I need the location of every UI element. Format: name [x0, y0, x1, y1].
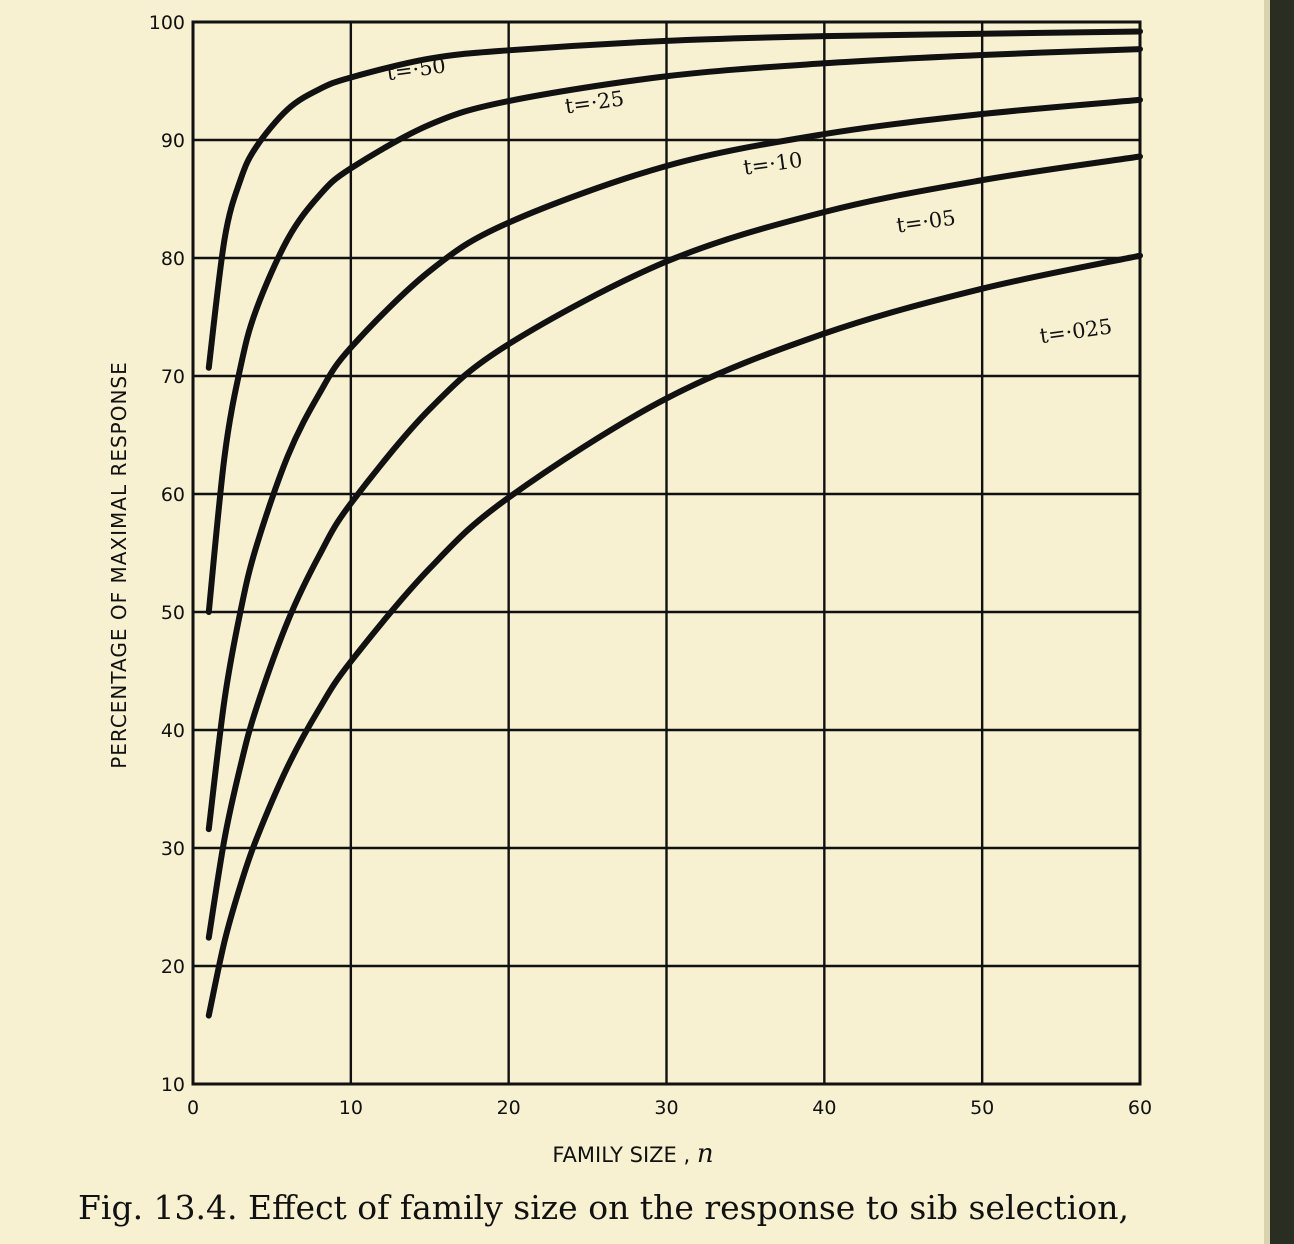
- x-tick-label: 60: [1127, 1097, 1153, 1119]
- series-line: [209, 31, 1140, 367]
- y-axis-label: PERCENTAGE OF MAXIMAL RESPONSE: [107, 361, 131, 769]
- curve-label: t=·025: [1038, 314, 1114, 349]
- y-tick-label: 100: [148, 12, 185, 34]
- y-tick-label: 60: [160, 484, 185, 506]
- y-tick-label: 10: [160, 1074, 185, 1096]
- y-tick-label: 40: [160, 720, 185, 742]
- series-line: [209, 157, 1140, 938]
- x-tick-label: 10: [338, 1097, 363, 1119]
- book-spine: [1270, 0, 1294, 1244]
- y-tick-label: 90: [160, 130, 185, 152]
- series-line: [209, 100, 1140, 829]
- series-line: [209, 256, 1140, 1016]
- y-tick-label: 80: [160, 248, 185, 270]
- figure-caption: Fig. 13.4. Effect of family size on the response to sib selection,: [78, 1188, 1129, 1227]
- x-tick-label: 40: [812, 1097, 837, 1119]
- y-tick-label: 30: [160, 838, 185, 860]
- curve-label: t=·10: [741, 147, 804, 180]
- y-tick-label: 20: [160, 956, 185, 978]
- curve-label: t=·25: [563, 86, 626, 119]
- curves: [209, 31, 1140, 1015]
- x-tick-label: 50: [970, 1097, 995, 1119]
- x-axis-label: FAMILY SIZE , n: [552, 1139, 714, 1169]
- y-tick-label: 70: [160, 366, 185, 388]
- x-tick-label: 30: [654, 1097, 679, 1119]
- y-tick-label: 50: [160, 602, 185, 624]
- series-line: [209, 49, 1140, 612]
- curve-label: t=·05: [894, 205, 958, 238]
- curve-labels: [385, 53, 1114, 348]
- x-tick-label: 20: [496, 1097, 521, 1119]
- curve-label: t=·50: [385, 53, 448, 86]
- x-tick-label: 0: [186, 1097, 200, 1119]
